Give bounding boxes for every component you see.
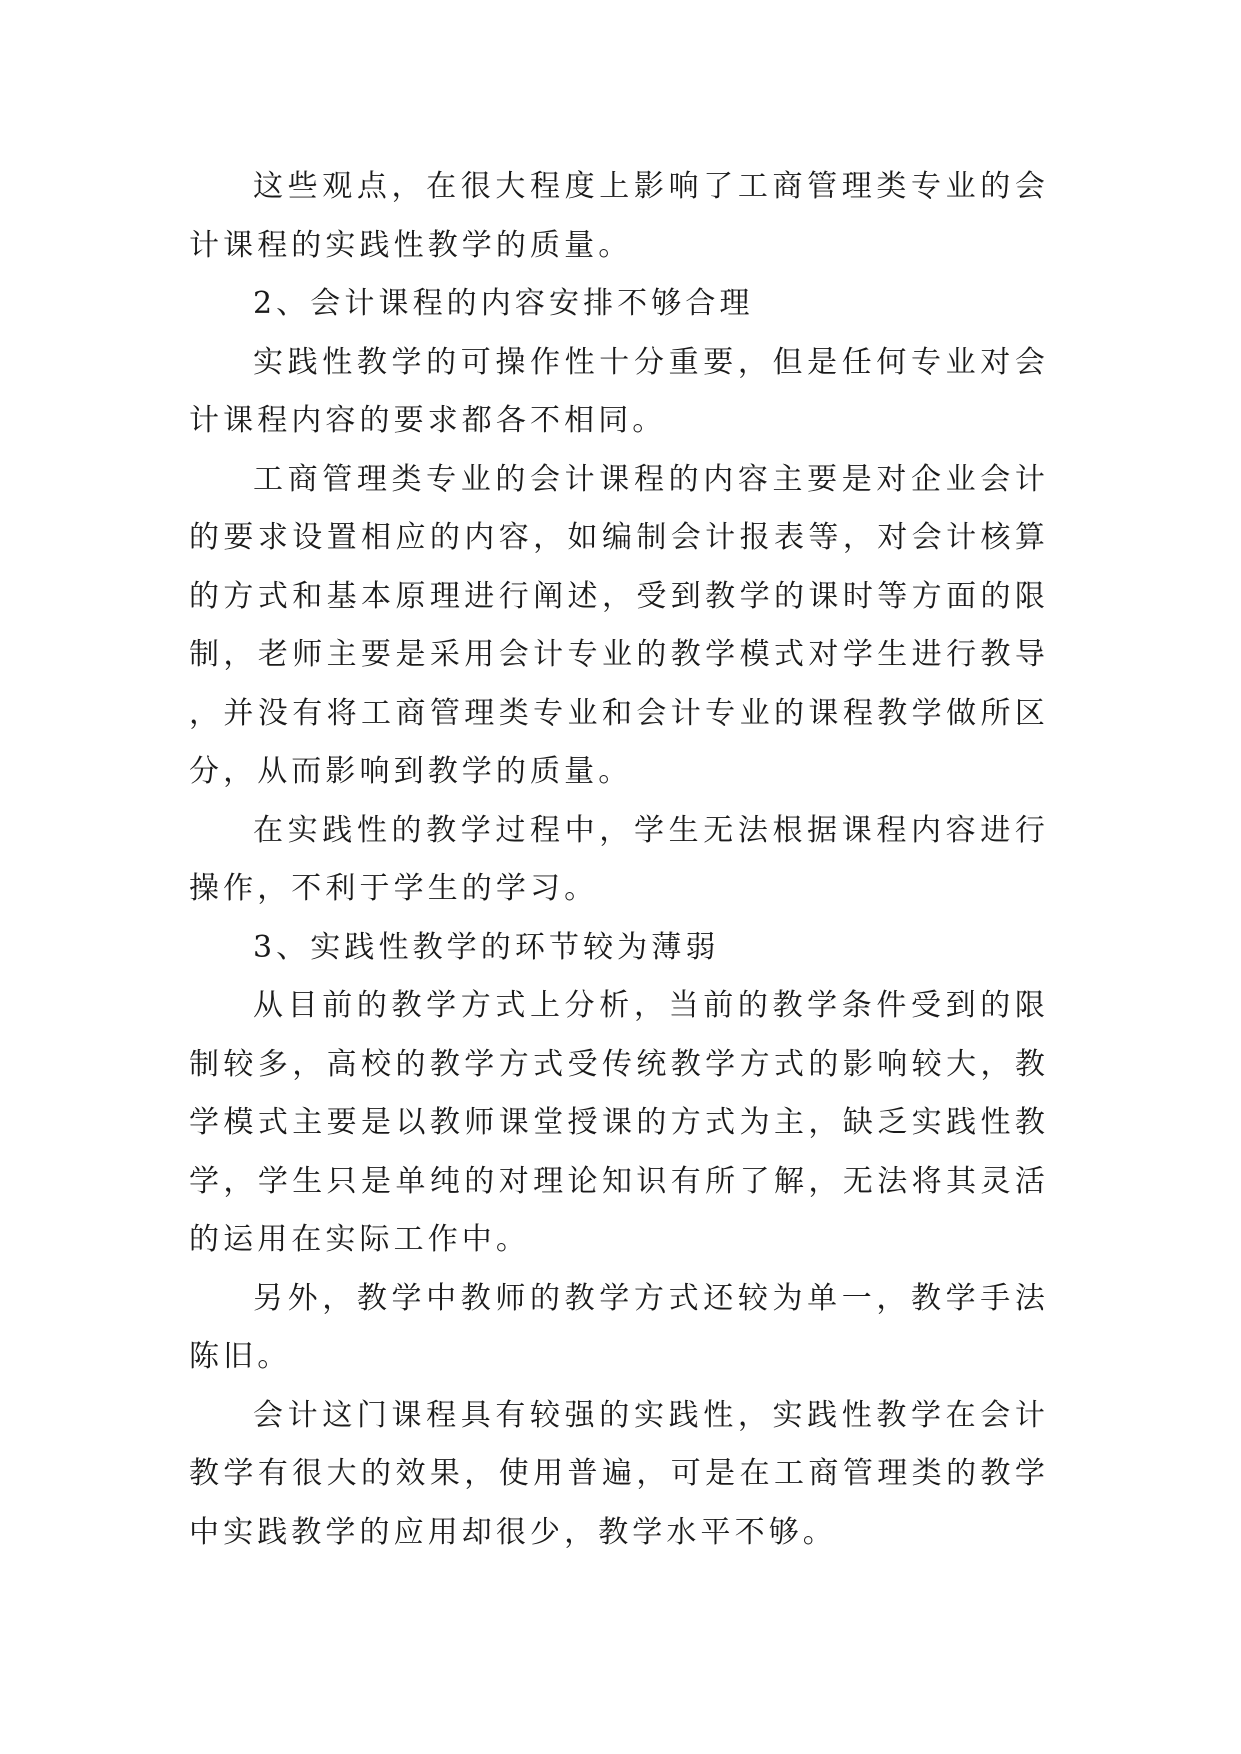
paragraph-intro-conclusion: 这些观点，在很大程度上影响了工商管理类专业的会计课程的实践性教学的质量。 [189,169,1049,263]
paragraph-practical-nature: 会计这门课程具有较强的实践性，实践性教学在会计教学有很大的效果，使用普遍，可是在工商管理类的教学中实践教学的应用却很少，教学水平不够。 [189,1397,1049,1550]
document-body [189,158,1049,1562]
paragraph-teaching-methods: 从目前的教学方式上分析，当前的教学条件受到的限制较多，高校的教学方式受传统教学方式的影响较大，教学模式主要是以教师课堂授课的方式为主，缺乏实践性教学，学生只是单纯的对理论知识有所了解，无法将其灵活的运用在实际工作中。 [189,988,1049,1257]
paragraph-course-content: 工商管理类专业的会计课程的内容主要是对企业会计的要求设置相应的内容，如编制会计报表等，对会计核算的方式和基本原理进行阐述，受到教学的课时等方面的限制，老师主要是采用会计专业的教学模式对学生进行教导，并没有将工商管理类专业和会计专业的课程教学做所区分，从而影响到教学的质量。 [189,461,1049,789]
section-heading-3: 3、实践性教学的环节较为薄弱 [253,929,720,965]
paragraph-single-method: 另外，教学中教师的教学方式还较为单一，教学手法陈旧。 [189,1280,1049,1374]
section-heading-2: 2、会计课程的内容安排不够合理 [253,286,754,321]
paragraph-practice-process: 在实践性的教学过程中，学生无法根据课程内容进行操作，不利于学生的学习。 [189,812,1049,906]
paragraph-operability: 实践性教学的可操作性十分重要，但是任何专业对会计课程内容的要求都各不相同。 [189,344,1049,438]
